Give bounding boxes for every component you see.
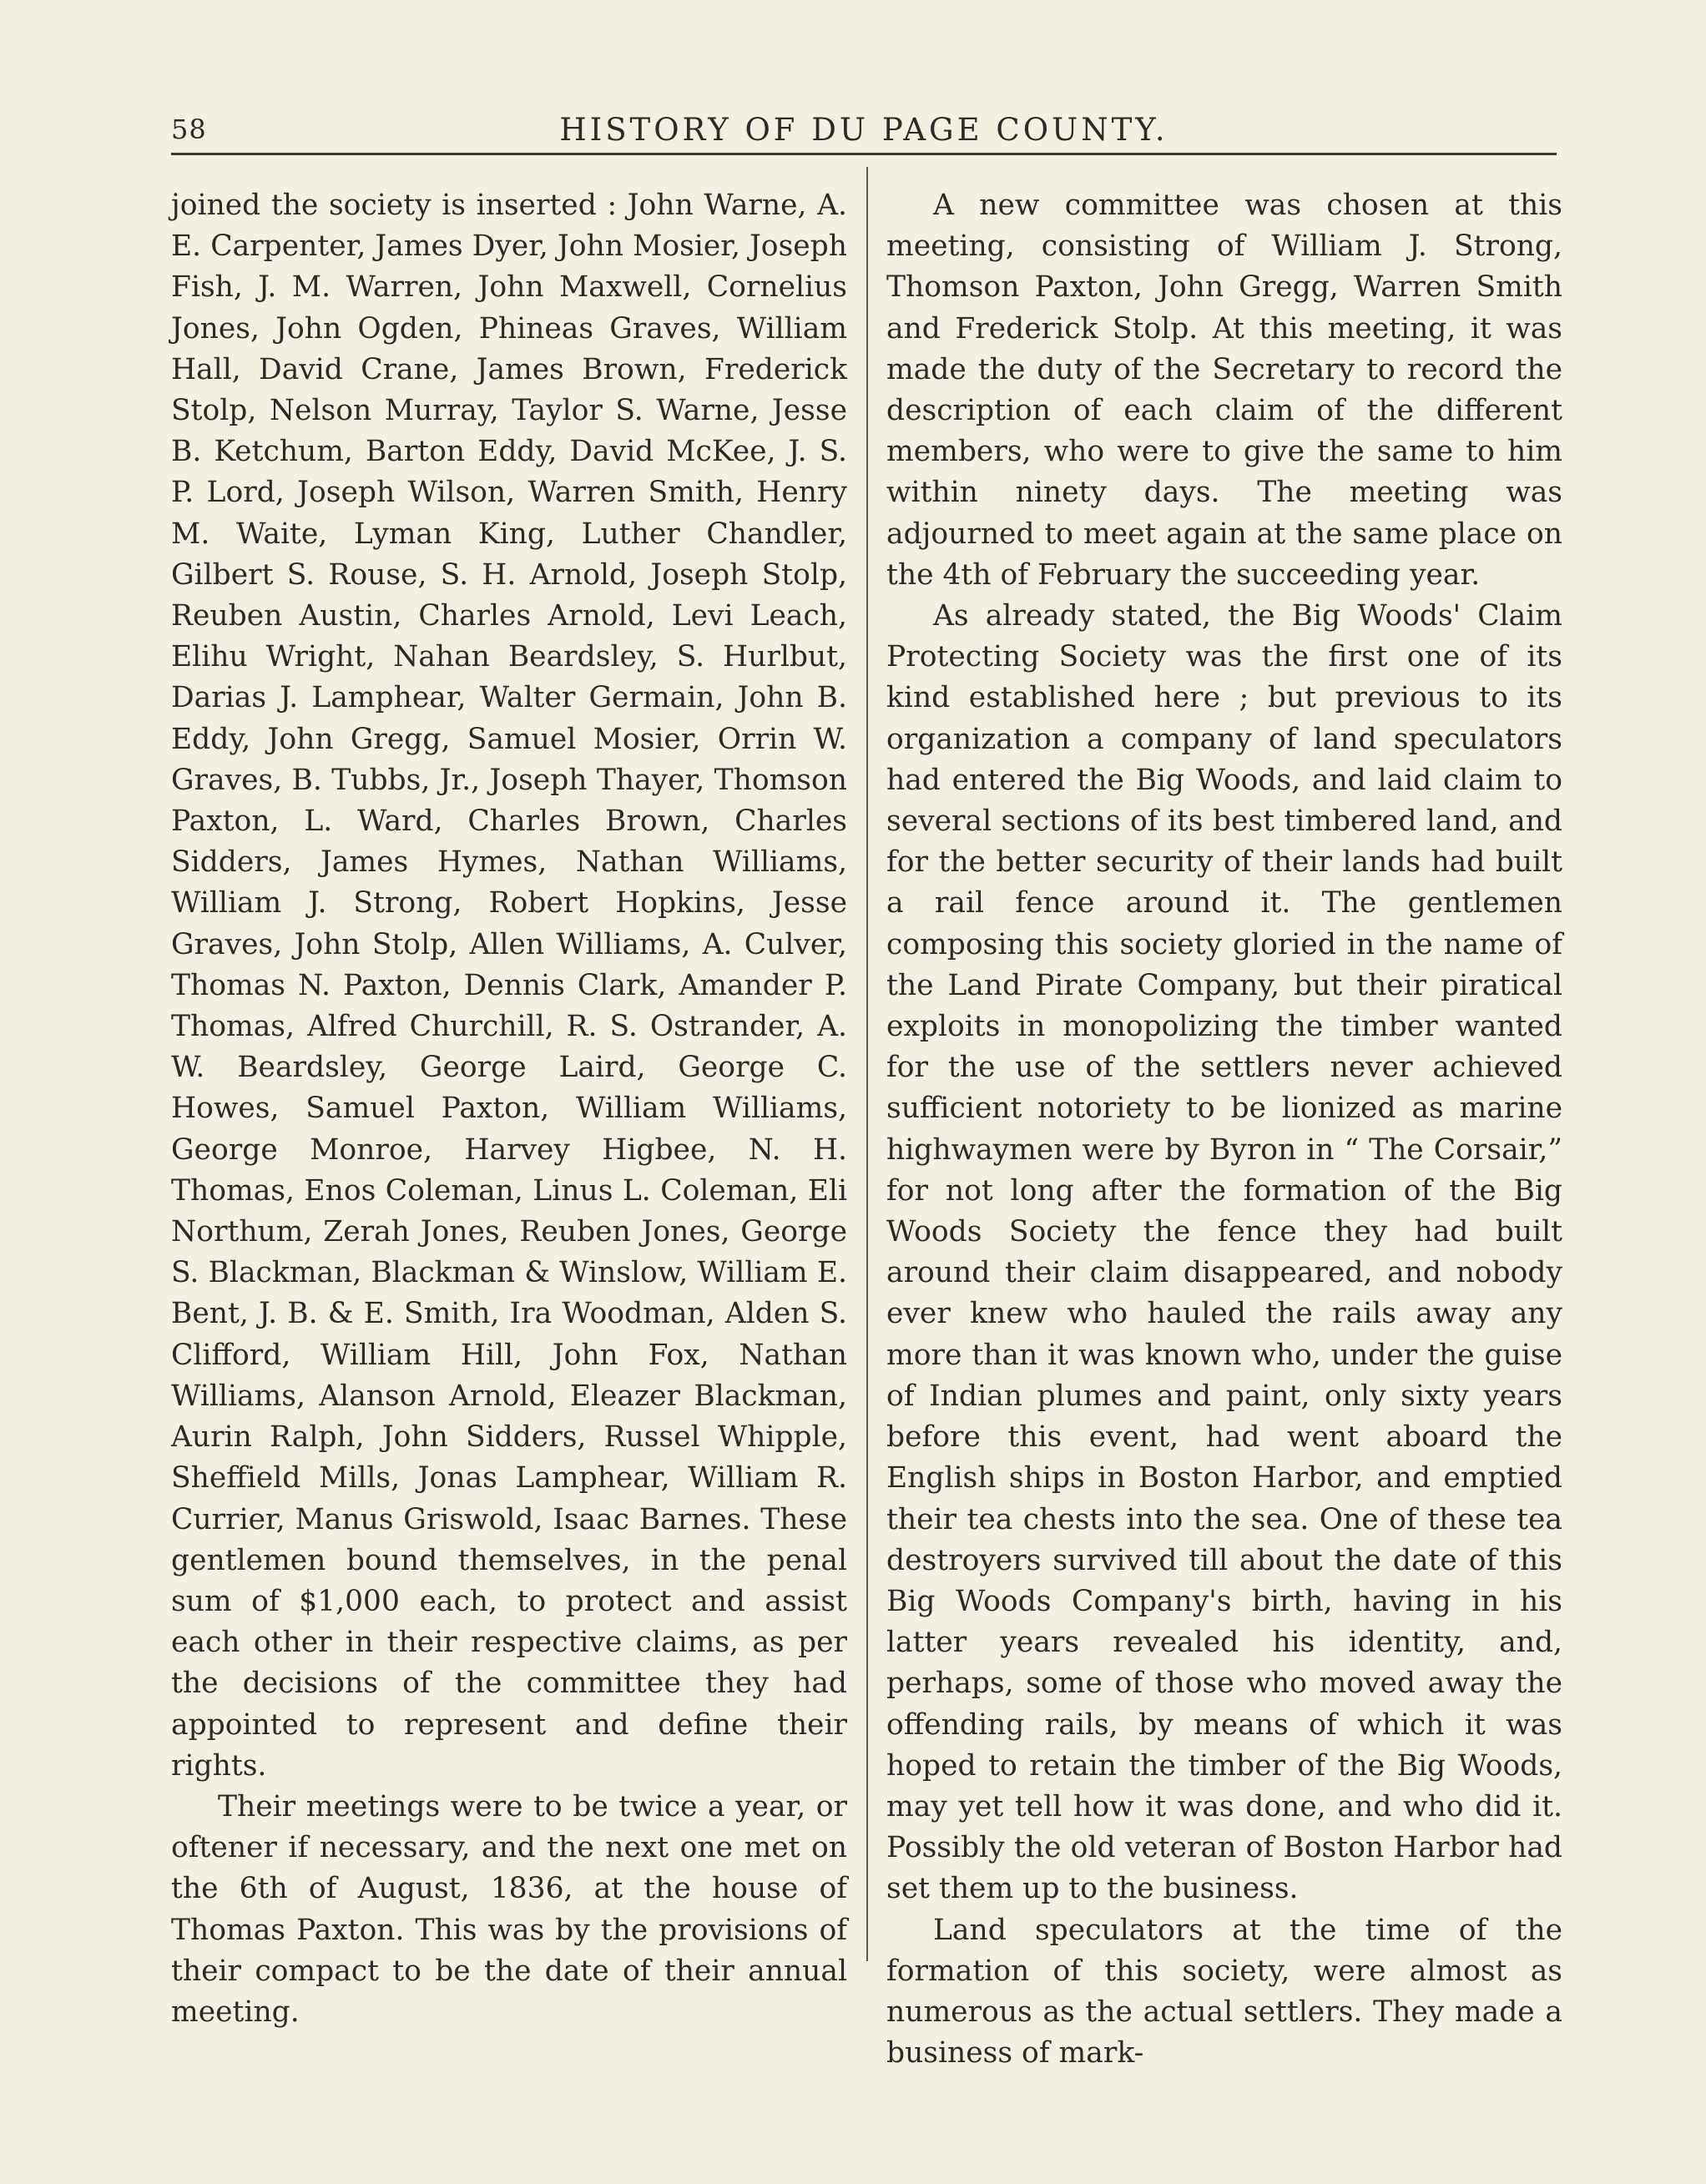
paragraph-land-pirate-company: As already stated, the Big Woods' Claim Protecting Society was the first one of its kind established here ; but previous to its organization a company of land speculators had entered the Big Woods, and laid claim to several sections of its best timbered land, and for the better security of their lands had built a rail fence around it. The gentlemen composing this society gloried in the name of the Land Pirate Company, but their piratical exploits in monopolizing the timber wanted for the use of the settlers never achieved sufficient notoriety to be lionized as marine highwaymen were by Byron in “ The Corsair,” for not long after the formation of the Big Woods Society the fence they had built around their claim disappeared, and nobody ever knew who hauled the rails away any more than it was known who, under the guise of Indian plumes and paint, only sixty years before this event, had went aboard the English ships in Boston Harbor, and emptied their tea chests into the sea. One of these tea destroyers survived till about the date of this Big Woods Company's birth, having in his latter years revealed his identity, and, perhaps, some of those who moved away the offending rails, by means of which it was hoped to retain the timber of the Big Woods, may yet tell how it was done, and who did it. Possibly the old veteran of Boston Harbor had set them up to the business. — [886, 599, 1562, 1906]
header-rule — [171, 153, 1557, 155]
running-title: HISTORY OF DU PAGE COUNTY. — [559, 112, 1168, 148]
column-divider — [866, 167, 868, 1961]
paragraph-members-list: joined the society is inserted : John Warne, A. E. Carpenter, James Dyer, John Mosier, Joseph Fish, J. M. Warren, John Maxwell, Cornelius Jones, John Ogden, Phineas Graves, William Hall, David Crane, James Brown, Frederick Stolp, Nelson Murray, Taylor S. Warne, Jesse B. Ketchum, Barton Eddy, David McKee, J. S. P. Lord, Joseph Wilson, Warren Smith, Henry M. Waite, Lyman King, Luther Chandler, Gilbert S. Rouse, S. H. Arnold, Joseph Stolp, Reuben Austin, Charles Arnold, Levi Leach, Elihu Wright, Nahan Beardsley, S. Hurlbut, Darias J. Lamphear, Walter Germain, John B. Eddy, John Gregg, Samuel Mosier, Orrin W. Graves, B. Tubbs, Jr., Joseph Thayer, Thomson Paxton, L. Ward, Charles Brown, Charles Sidders, James Hymes, Nathan Williams, William J. Strong, Robert Hopkins, Jesse Graves, John Stolp, Allen Williams, A. Culver, Thomas N. Paxton, Dennis Clark, Amander P. Thomas, Alfred Churchill, R. S. Ostrander, A. W. Beardsley, George Laird, George C. Howes, Samuel Paxton, William Williams, George Monroe, Harvey Higbee, N. H. Thomas, Enos Coleman, Linus L. Coleman, Eli Northum, Zerah Jones, Reuben Jones, George S. Blackman, Blackman & Winslow, William E. Bent, J. B. & E. Smith, Ira Woodman, Alden S. Clifford, William Hill, John Fox, Nathan Williams, Alanson Arnold, Eleazer Blackman, Aurin Ralph, John Sidders, Russel Whipple, Sheffield Mills, Jonas Lamphear, William R. Currier, Manus Griswold, Isaac Barnes. These gentlemen bound themselves, in the penal sum of $1,000 each, to protect and assist each other in their respective claims, as per the decisions of the committee they had appointed to represent and define their rights. — [171, 189, 847, 1783]
page-header — [171, 108, 1557, 150]
paragraph-meetings: Their meetings were to be twice a year, or oftener if necessary, and the next one met on the 6th of August, 1836, at the house of Thomas Paxton. This was by the provisions of their compact to be the date of their annual meeting. — [171, 1789, 847, 2029]
page-number: 58 — [171, 113, 207, 145]
paragraph-land-speculators: Land speculators at the time of the formation of this society, were almost as numerous as the actual settlers. They made a business of mark- — [886, 1913, 1562, 2071]
paragraph-new-committee: A new committee was chosen at this meeting, consisting of William J. Strong, Thomson Paxton, John Gregg, Warren Smith and Frederick Stolp. At this meeting, it was made the duty of the Secretary to record the description of each claim of the different members, who were to give the same to him within ninety days. The meeting was adjourned to meet again at the same place on the 4th of February the succeeding year. — [886, 189, 1562, 592]
right-column — [886, 185, 1562, 2074]
left-column — [171, 185, 847, 2033]
